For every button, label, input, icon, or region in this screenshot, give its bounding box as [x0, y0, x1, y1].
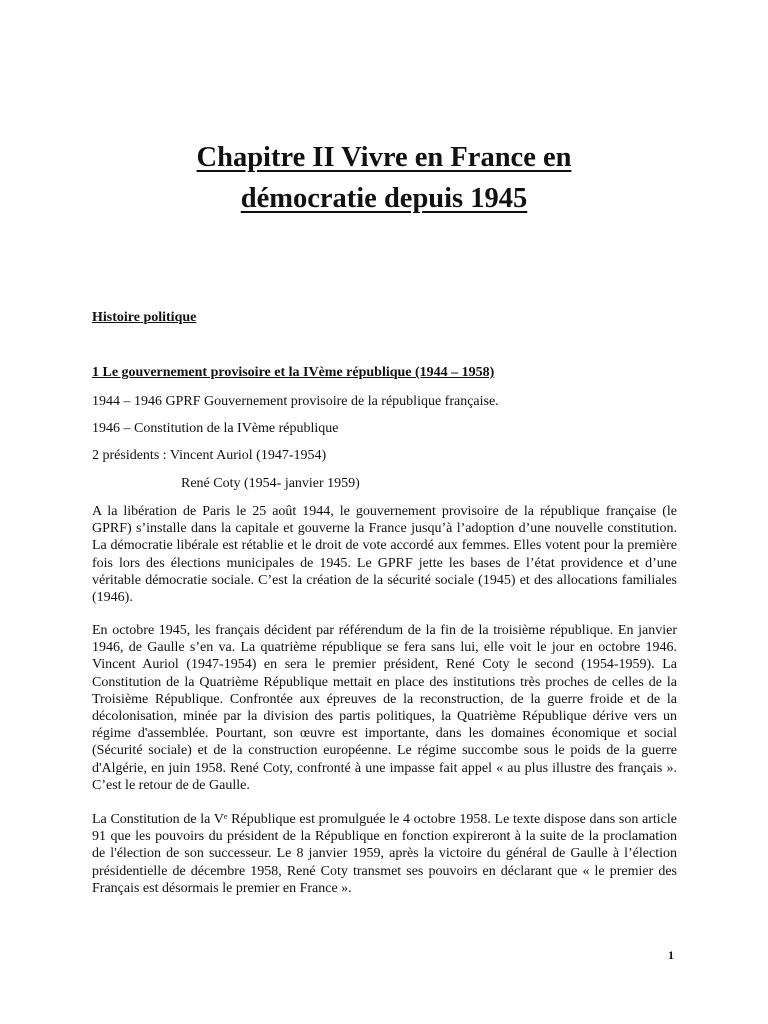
title-line-2: démocratie depuis 1945: [240, 183, 528, 214]
page-number: 1: [668, 948, 674, 962]
sub-heading: 1 Le gouvernement provisoire et la IVème république (1944 – 1958): [92, 365, 495, 380]
timeline-line-gprf: 1944 – 1946 GPRF Gouvernement provisoire de la république française.: [92, 394, 499, 409]
paragraph-fifth-republic: La Constitution de la Vᵉ République est promulguée le 4 octobre 1958. Le texte dispose dans son article 91 que les pouvoirs du président de la République en fonction expireront à la suite de la proclamation de l'élection de son successeur. Le 8 janvier 1959, après la victoire du général de Gaulle à l’élection présidentielle de décembre 1958, René Coty transmet ses pouvoirs en déclarant que « le premier des Français est désormais le premier en France ».: [92, 812, 677, 896]
page-title: [0, 137, 768, 219]
paragraph-liberation: A la libération de Paris le 25 août 1944, le gouvernement provisoire de la république française (le GPRF) s’installe dans la capitale et gouverne la France jusqu’à l’adoption d’une nouvelle constitution. La démocratie libérale est rétablie et le droit de vote accordé aux femmes. Elles votent pour la première fois lors des élections municipales de 1945. Le GPRF jette les bases de l’état providence et d’une véritable démocratie sociale. C’est la création de la sécurité sociale (1945) et des allocations familiales (1946).: [92, 504, 677, 606]
section-heading: Histoire politique: [92, 310, 197, 325]
presidents-line-coty: René Coty (1954- janvier 1959): [181, 476, 360, 491]
timeline-line-constitution: 1946 – Constitution de la IVème république: [92, 421, 339, 436]
paragraph-fourth-republic: En octobre 1945, les français décident par référendum de la fin de la troisième république. En janvier 1946, de Gaulle s’en va. La quatrième république se fera sans lui, elle voit le jour en octobre 1946. Vincent Auriol (1947-1954) en sera le premier président, René Coty le second (1954-1959). La Constitution de la Quatrième République mettait en place des institutions très proches de celles de la Troisième République. Confrontée aux épreuves de la reconstruction, de la guerre froide et de la décolonisation, minée par la division des partis politiques, la Quatrième République dérive vers un régime d'assemblée. Pourtant, son œuvre est importante, dans les domaines économique et social (Sécurité sociale) et de la construction européenne. Le régime succombe sous le poids de la guerre d'Algérie, en juin 1958. René Coty, confronté à une impasse fait appel « au plus illustre des français ». C’est le retour de de Gaulle.: [92, 623, 677, 793]
presidents-line: 2 présidents : Vincent Auriol (1947-1954): [92, 448, 327, 463]
title-line-1: Chapitre II Vivre en France en: [196, 142, 572, 173]
